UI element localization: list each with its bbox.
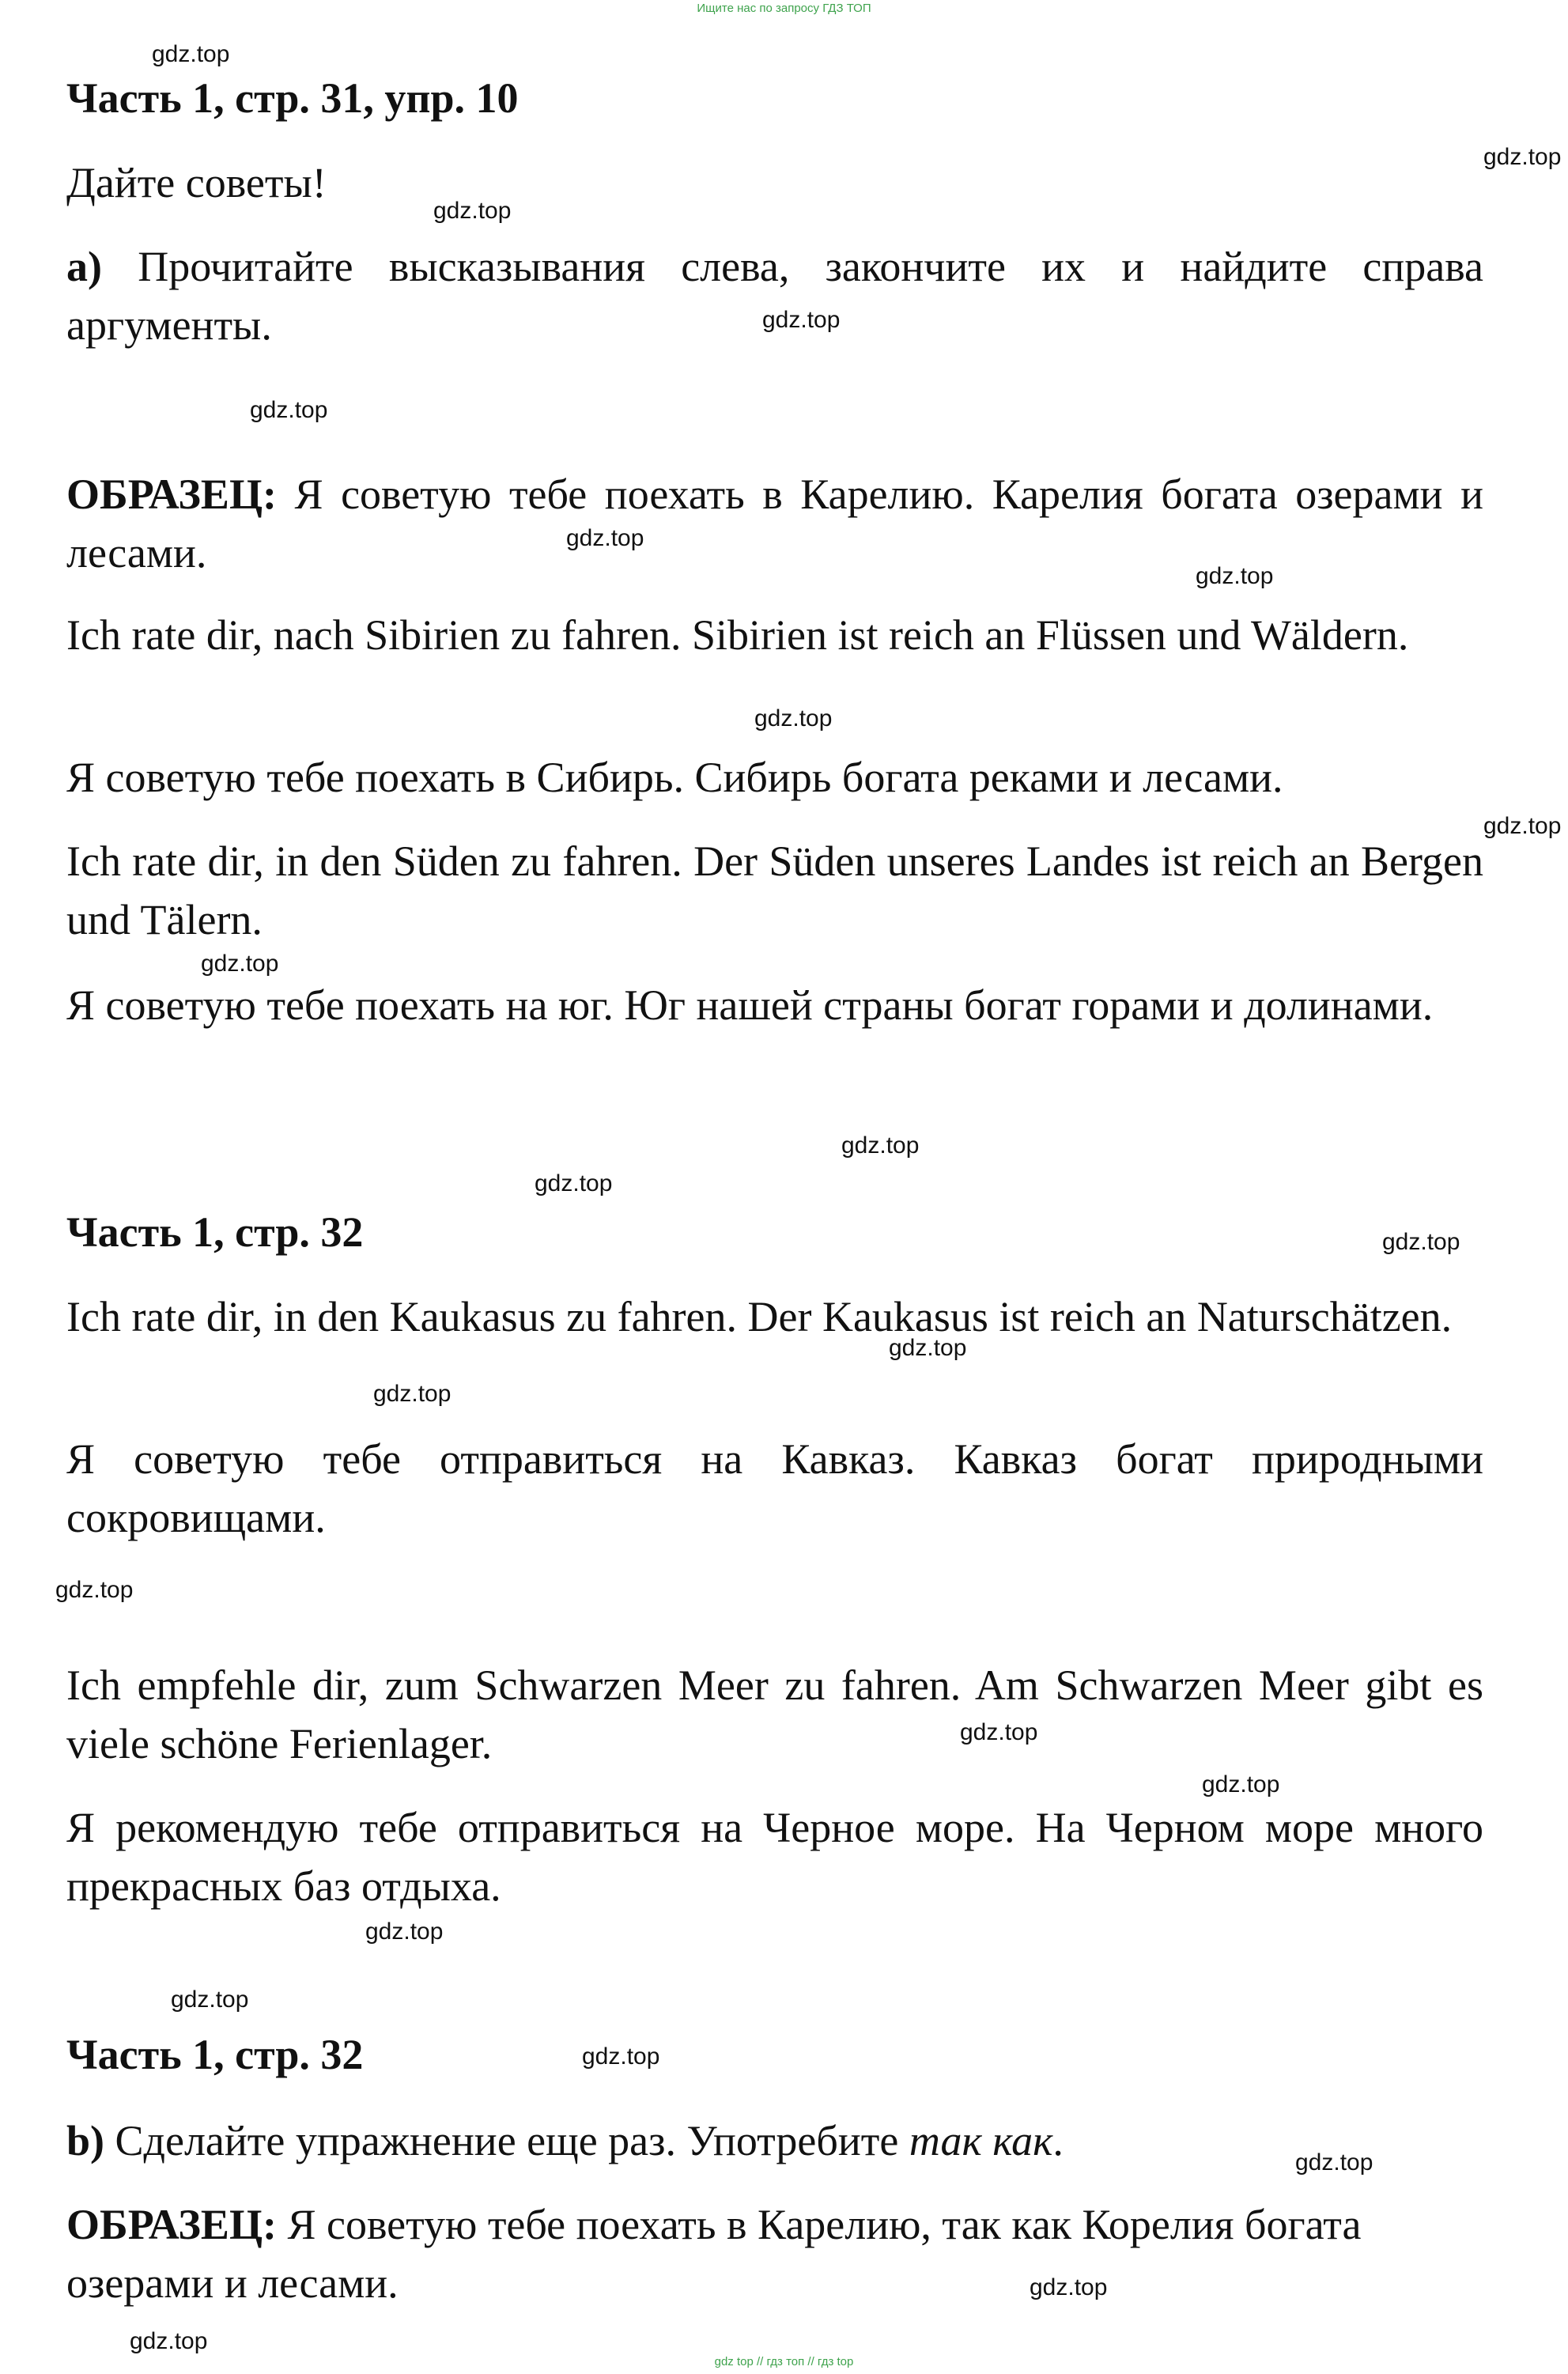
- watermark: gdz.top: [1382, 1229, 1460, 1255]
- bottom-banner: gdz top // гдз топ // гдз top: [714, 2355, 854, 2368]
- task-label-b: b): [66, 2117, 105, 2164]
- section3-sample: [66, 2195, 1442, 2312]
- sample-label: ОБРАЗЕЦ:: [66, 471, 277, 518]
- task-text-b-before: Сделайте упражнение еще раз. Употребите: [104, 2117, 909, 2164]
- watermark: gdz.top: [250, 397, 328, 423]
- watermark: gdz.top: [762, 307, 841, 333]
- watermark: gdz.top: [433, 198, 512, 224]
- task-text-a: Прочитайте высказывания слева, закончите их и найдите справа аргументы.: [66, 243, 1483, 349]
- sample-text: Я советую тебе поехать в Карелию. Карелия богата озерами и лесами.: [66, 471, 1483, 576]
- watermark: gdz.top: [754, 705, 833, 731]
- watermark: gdz.top: [1030, 2274, 1108, 2300]
- watermark: gdz.top: [1196, 563, 1274, 589]
- section2-p1-ru: Я советую тебе отправиться на Кавказ. Кавказ богат природными сокровищами.: [66, 1435, 1483, 1541]
- watermark: gdz.top: [365, 1918, 444, 1945]
- watermark: gdz.top: [55, 1577, 134, 1603]
- watermark: gdz.top: [566, 525, 644, 551]
- section2-heading: Часть 1, стр. 32: [66, 1208, 364, 1256]
- section2-p2-de: Ich empfehle dir, zum Schwarzen Meer zu fahren. Am Schwarzen Meer gibt es viele schöne Ferienlager.: [66, 1661, 1483, 1767]
- task-text-b-italic: так как: [909, 2117, 1053, 2164]
- watermark: gdz.top: [535, 1170, 613, 1196]
- watermark: gdz.top: [1483, 144, 1562, 170]
- task-label-a: a): [66, 243, 102, 290]
- section1-task: [66, 237, 1483, 354]
- section2-p2-ru: Я рекомендую тебе отправиться на Черное море. На Черном море много прекрасных баз отдыха.: [66, 1804, 1483, 1910]
- watermark: gdz.top: [889, 1335, 967, 1361]
- section1-p2-de: Ich rate dir, in den Süden zu fahren. Der Süden unseres Landes ist reich an Bergen und Tälern.: [66, 837, 1483, 943]
- sample-text-b: Я советую тебе поехать в Карелию, так как Корелия богата озерами и лесами.: [66, 2201, 1362, 2307]
- watermark: gdz.top: [1295, 2149, 1373, 2176]
- watermark: gdz.top: [130, 2328, 208, 2354]
- section3-task: [66, 2111, 1483, 2170]
- section1-p1-de: Ich rate dir, nach Sibirien zu fahren. Sibirien ist reich an Flüssen und Wäldern.: [66, 611, 1409, 659]
- section1-p2-ru: Я советую тебе поехать на юг. Юг нашей страны богат горами и долинами.: [66, 981, 1434, 1029]
- watermark: gdz.top: [841, 1132, 920, 1159]
- section2-p1-de: Ich rate dir, in den Kaukasus zu fahren. Der Kaukasus ist reich an Naturschätzen.: [66, 1293, 1453, 1340]
- section3-heading: Часть 1, стр. 32: [66, 2031, 364, 2078]
- watermark: gdz.top: [1483, 813, 1562, 839]
- watermark: gdz.top: [960, 1719, 1038, 1745]
- watermark: gdz.top: [373, 1381, 452, 1407]
- watermark: gdz.top: [152, 41, 230, 67]
- section1-heading: Часть 1, стр. 31, упр. 10: [66, 74, 519, 122]
- top-banner: Ищите нас по запросу ГДЗ ТОП: [697, 2, 871, 15]
- watermark: gdz.top: [582, 2043, 660, 2070]
- sample-label-b: ОБРАЗЕЦ:: [66, 2201, 277, 2248]
- watermark: gdz.top: [201, 951, 279, 977]
- section1-p1-ru: Я советую тебе поехать в Сибирь. Сибирь богата реками и лесами.: [66, 754, 1283, 801]
- watermark: gdz.top: [171, 1987, 249, 2013]
- task-text-b-after: .: [1052, 2117, 1064, 2164]
- section1-intro: Дайте советы!: [66, 159, 327, 206]
- watermark: gdz.top: [1202, 1771, 1280, 1798]
